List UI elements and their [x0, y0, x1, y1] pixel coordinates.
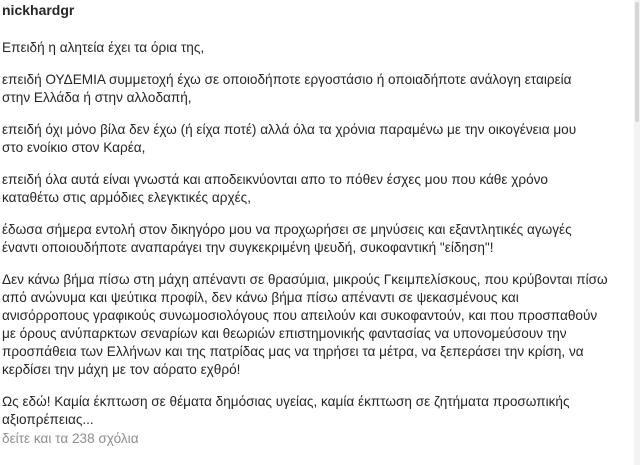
view-comments-link[interactable]: δείτε και τα 238 σχόλια	[2, 431, 139, 446]
caption-paragraph: επειδή ΟΥΔΕΜΙΑ συμμετοχή έχω σε οποιοδήποτε εργοστάσιο ή οποιαδήποτε ανάλογη εταιρεία στην Ελλάδα ή στην αλλοδαπή,	[2, 72, 572, 105]
caption-paragraph: Δεν κάνω βήμα πίσω στη μάχη απέναντι σε θρασύμια, μικρούς Γκειμπελίσκους, που κρύβονται πίσω από ανώνυμα και ψεύτικα προφίλ, δεν κάνω βήμα πίσω απέναντι σε ψεκασμένους και ανισόρροπους γραφικούς συνωμοσιολόγους που απειλούν και συκοφαντούν, και που προσπαθούν με όρους ανύπαρκτων σεναρίων και θεωριών επιστημονικής φαντασίας να υπονομεύσουν την προσπάθεια των Ελλήνων και της πατρίδας μας να τηρήσει τα μέτρα, να ξεπεράσει την κρίση, να κερδίσει την μάχη με τον αόρατο εχθρό!	[2, 272, 608, 377]
caption-paragraph: Επειδή η αλητεία έχει τα όρια της,	[2, 40, 205, 55]
caption-paragraph: επειδή όλα αυτά είναι γνωστά και αποδεικνύονται απο το πόθεν έσχες μου που κάθε χρόνο καταθέτω στις αρμόδιες ελεγκτικές αρχές,	[2, 172, 548, 205]
post-username[interactable]: nickhardgr	[2, 2, 75, 18]
caption-paragraph: επειδή όχι μόνο βίλα δεν έχω (ή είχα ποτέ) αλλά όλα τα χρόνια παραμένω με την οικογένεια μου στο ενοίκιο στον Καρέα,	[2, 122, 577, 155]
post-caption	[2, 39, 632, 429]
caption-paragraph: Ως εδώ! Καμία έκπτωση σε θέματα δημόσιας υγείας, καμία έκπτωση σε ζητήματα προσωπικής αξιοπρέπειας...	[2, 394, 570, 427]
scrollbar-thumb[interactable]	[635, 2, 639, 122]
caption-paragraph: έδωσα σήμερα εντολή στον δικηγόρο μου να προχωρήσει σε μηνύσεις και εξαντλητικές αγωγές έναντι οποιουδήποτε αναπαράγει την συγκεκριμένη ψευδή, συκοφαντική "είδηση"!	[2, 222, 572, 255]
scrollbar-track[interactable]	[634, 0, 640, 465]
